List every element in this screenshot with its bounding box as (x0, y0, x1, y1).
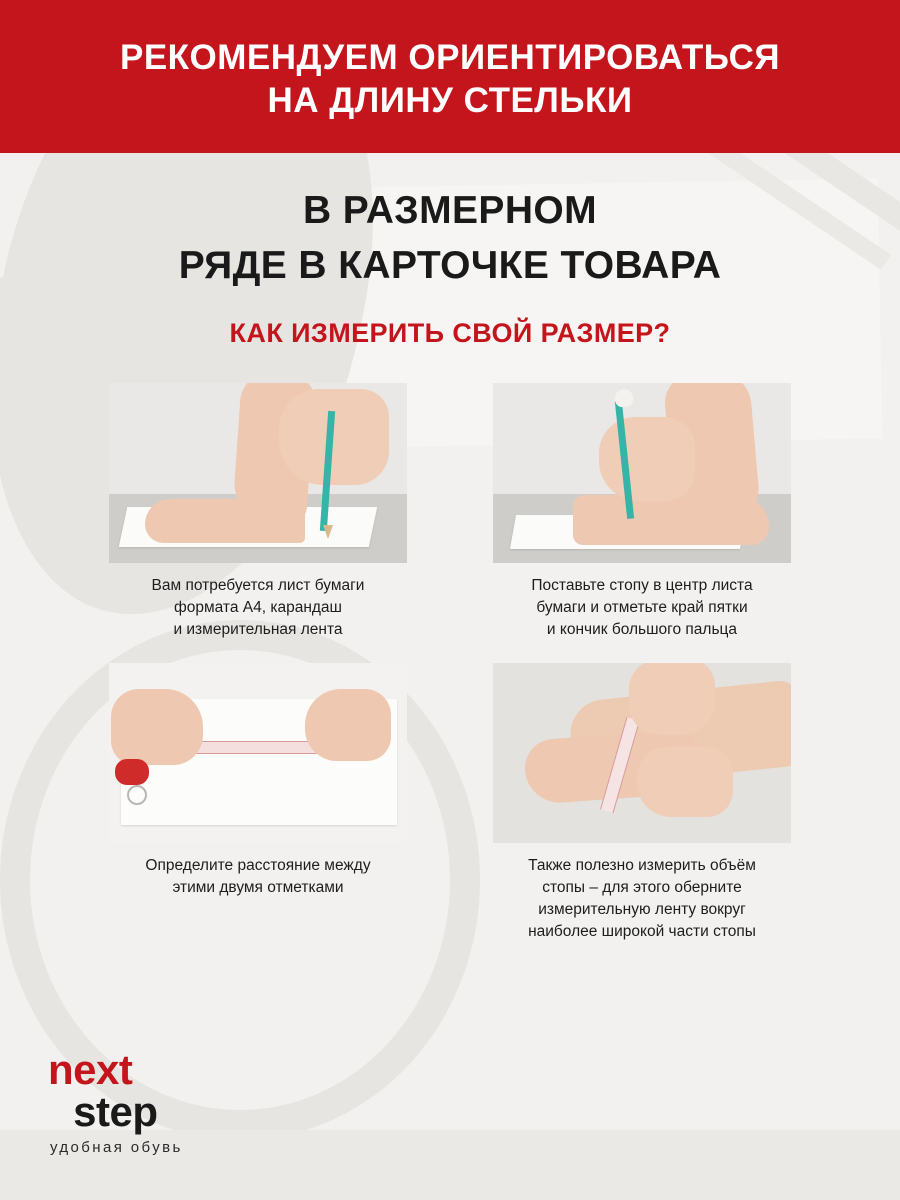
tape-case-icon (115, 759, 149, 785)
step-1-caption (152, 575, 365, 641)
caption-line: Поставьте стопу в центр листа (531, 576, 753, 594)
logo-next: next (48, 1046, 133, 1093)
header-banner (0, 0, 900, 153)
step-item (84, 663, 432, 943)
photo-scene-1 (109, 383, 407, 563)
caption-line: бумаги и отметьте край пятки (536, 598, 748, 616)
caption-line: и измерительная лента (173, 620, 343, 638)
caption-line: и кончик большого пальца (546, 620, 738, 638)
banner-line-2: НА ДЛИНУ СТЕЛЬКИ (267, 81, 633, 121)
caption-line: наиболее широкой части стопы (528, 922, 756, 940)
step-3-photo (109, 663, 407, 843)
subheading-block (0, 153, 900, 294)
caption-line: формата А4, карандаш (173, 598, 342, 616)
scene4-hand-top (629, 663, 715, 735)
caption-line: измерительную ленту вокруг (538, 900, 746, 918)
step-item (468, 663, 816, 943)
subheading-line-1: В РАЗМЕРНОМ (302, 188, 598, 232)
logo-tagline: удобная обувь (50, 1139, 183, 1156)
steps-grid (0, 349, 900, 943)
photo-scene-3 (109, 663, 407, 843)
caption-line: стопы – для этого оберните (542, 878, 742, 896)
caption-line: Вам потребуется лист бумаги (151, 576, 365, 594)
photo-scene-4 (493, 663, 791, 843)
caption-line: Определите расстояние между (145, 856, 371, 874)
step-4-photo (493, 663, 791, 843)
scene2-hand (599, 417, 695, 501)
step-1-photo (109, 383, 407, 563)
scene4-hand-bottom (637, 747, 733, 817)
question-text: КАК ИЗМЕРИТЬ СВОЙ РАЗМЕР? (229, 317, 671, 348)
step-4-caption (528, 855, 756, 943)
logo-wordmark (48, 1046, 183, 1135)
caption-line: этими двумя отметками (172, 878, 344, 896)
scene3-hand-right (305, 689, 391, 761)
scene1-hand (279, 389, 389, 485)
caption-line: Также полезно измерить объём (528, 856, 756, 874)
banner-line-1: РЕКОМЕНДУЕМ ОРИЕНТИРОВАТЬСЯ (119, 38, 781, 77)
step-2-photo (493, 383, 791, 563)
pencil-tip-icon (323, 525, 333, 539)
step-2-caption (531, 575, 752, 641)
brand-logo (48, 1046, 183, 1156)
subheading-line-2: РЯДЕ В КАРТОЧКЕ ТОВАРА (178, 244, 722, 288)
scene3-hand-left (111, 689, 203, 765)
step-item (468, 383, 816, 641)
step-3-caption (145, 855, 370, 899)
tape-ring-icon (127, 785, 147, 805)
step-item (84, 383, 432, 641)
photo-scene-2 (493, 383, 791, 563)
logo-step: step (73, 1088, 158, 1135)
